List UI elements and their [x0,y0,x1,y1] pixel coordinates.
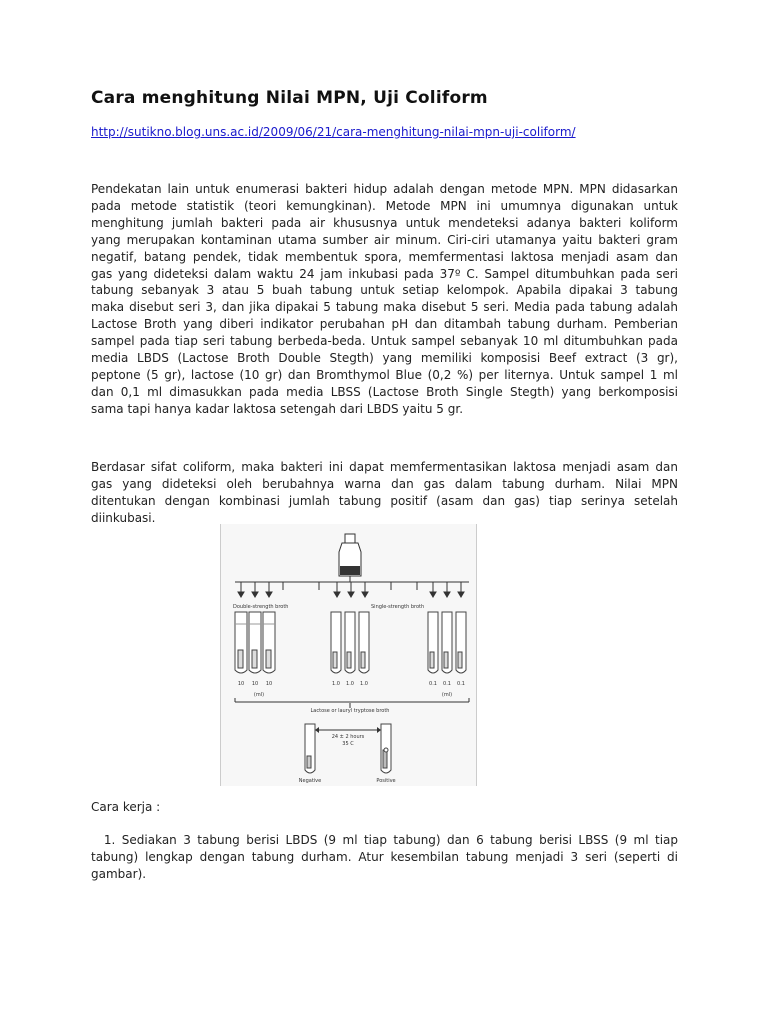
text-line: Pendekatan lain untuk enumerasi bakteri hidup adalah dengan metode MPN. MPN didasarkan [91,182,678,196]
incubation-temp: 35 C [342,741,354,747]
text-line: 1. Sediakan 3 tabung berisi LBDS (9 ml tiap tabung) dan 6 tabung berisi LBSS (9 ml tiap [91,833,678,847]
text-line: pada metode statistik (teori kemungkinan). Metode MPN ini umumnya digunakan untuk [91,198,678,213]
text-line: negatif, batang pendek, tidak membentuk spora, memfermentasi laktosa menjadi asam dan [91,249,678,264]
page-title: Cara menghitung Nilai MPN, Uji Coliform [91,88,488,108]
negative-label: Negative [298,778,322,784]
unit-label: (ml) [441,692,453,698]
volume-label: 0.1 [429,681,437,687]
volume-label: 10 [251,681,259,687]
single-strength-tubes-1ml [331,612,369,673]
paragraph-intro [91,181,678,418]
mpn-diagram [221,524,476,786]
text-line: ditentukan dengan kombinasi jumlah tabung positif (asam dan gas) tiap serinya setelah [91,493,678,508]
text-line: Berdasar sifat coliform, maka bakteri ini dapat memfermentasikan laktosa menjadi asam dan [91,460,678,474]
incubation-time: 24 ± 2 hours [331,734,365,740]
volume-label: 1.0 [332,681,340,687]
single-strength-tubes-01ml [428,612,466,673]
lactose-caption: Lactose or lauryl tryptose broth [310,708,390,714]
positive-label: Positive [376,778,396,784]
volume-label: 10 [265,681,273,687]
volume-label: 0.1 [443,681,451,687]
text-line: tabung) lengkap dengan tabung durham. Atur kesembilan tabung menjadi 3 seri (seperti di [91,849,678,864]
mpn-diagram-figure [220,524,477,786]
volume-label: 1.0 [346,681,354,687]
paragraph-coliform [91,459,678,527]
step-1-text [91,832,678,883]
double-strength-label: Double-strength broth [233,604,289,610]
cara-kerja-heading: Cara kerja : [91,800,161,814]
text-line: dan 0,1 ml dimasukkan pada media LBSS (Lactose Broth Single Stegth) yang berkomposisi [91,384,678,399]
text-line: diinkubasi. [91,510,156,525]
text-line: maka disebut seri 3, dan jika dipakai 5 tabung maka disebut 5 seri. Media pada tabung adalah [91,300,678,315]
text-line: peptone (5 gr), lactose (10 gr) dan Bromthymol Blue (0,2 %) per liternya. Untuk sampel 1 ml [91,367,678,382]
text-line: sama tapi hanya kadar laktosa setengah dari LBDS yaitu 5 gr. [91,401,464,416]
text-line: yang merupakan kontaminan utama sumber air minum. Ciri-ciri utamanya yaitu bakteri gram [91,232,678,247]
text-line: Lactose Broth yang diberi indikator perubahan pH dan ditambah tabung durham. Pemberian [91,317,678,332]
source-link[interactable]: http://sutikno.blog.uns.ac.id/2009/06/21/cara-menghitung-nilai-mpn-uji-coliform/ [91,125,576,139]
text-line: gas yang dideteksi oleh berubahnya warna dan gas dalam tabung durham. Nilai MPN [91,476,678,491]
text-line: sampel pada tiap seri tabung berbeda-beda. Untuk sampel sebanyak 10 ml ditumbuhkan pada [91,334,678,349]
sample-bottle-icon [339,534,361,576]
volume-label: 10 [237,681,245,687]
single-strength-label: Single-strength broth [371,604,425,610]
text-line: tabung sebanyak 3 atau 5 buah tabung untuk setiap kelompok. Apabila dipakai 3 tabung [91,283,678,298]
text-line: menghitung jumlah bakteri pada air khususnya untuk mendeteksi adanya bakteri koliform [91,215,678,230]
volume-label: 1.0 [360,681,368,687]
unit-label: (ml) [253,692,265,698]
text-line: media LBDS (Lactose Broth Double Stegth) yang memiliki komposisi Beef extract (3 gr), [91,351,678,366]
text-line: gambar). [91,866,147,881]
double-strength-tubes [235,612,275,673]
volume-label: 0.1 [457,681,465,687]
text-line: gas yang dideteksi dalam waktu 24 jam inkubasi pada 37º C. Sampel ditumbuhkan pada seri [91,266,678,281]
